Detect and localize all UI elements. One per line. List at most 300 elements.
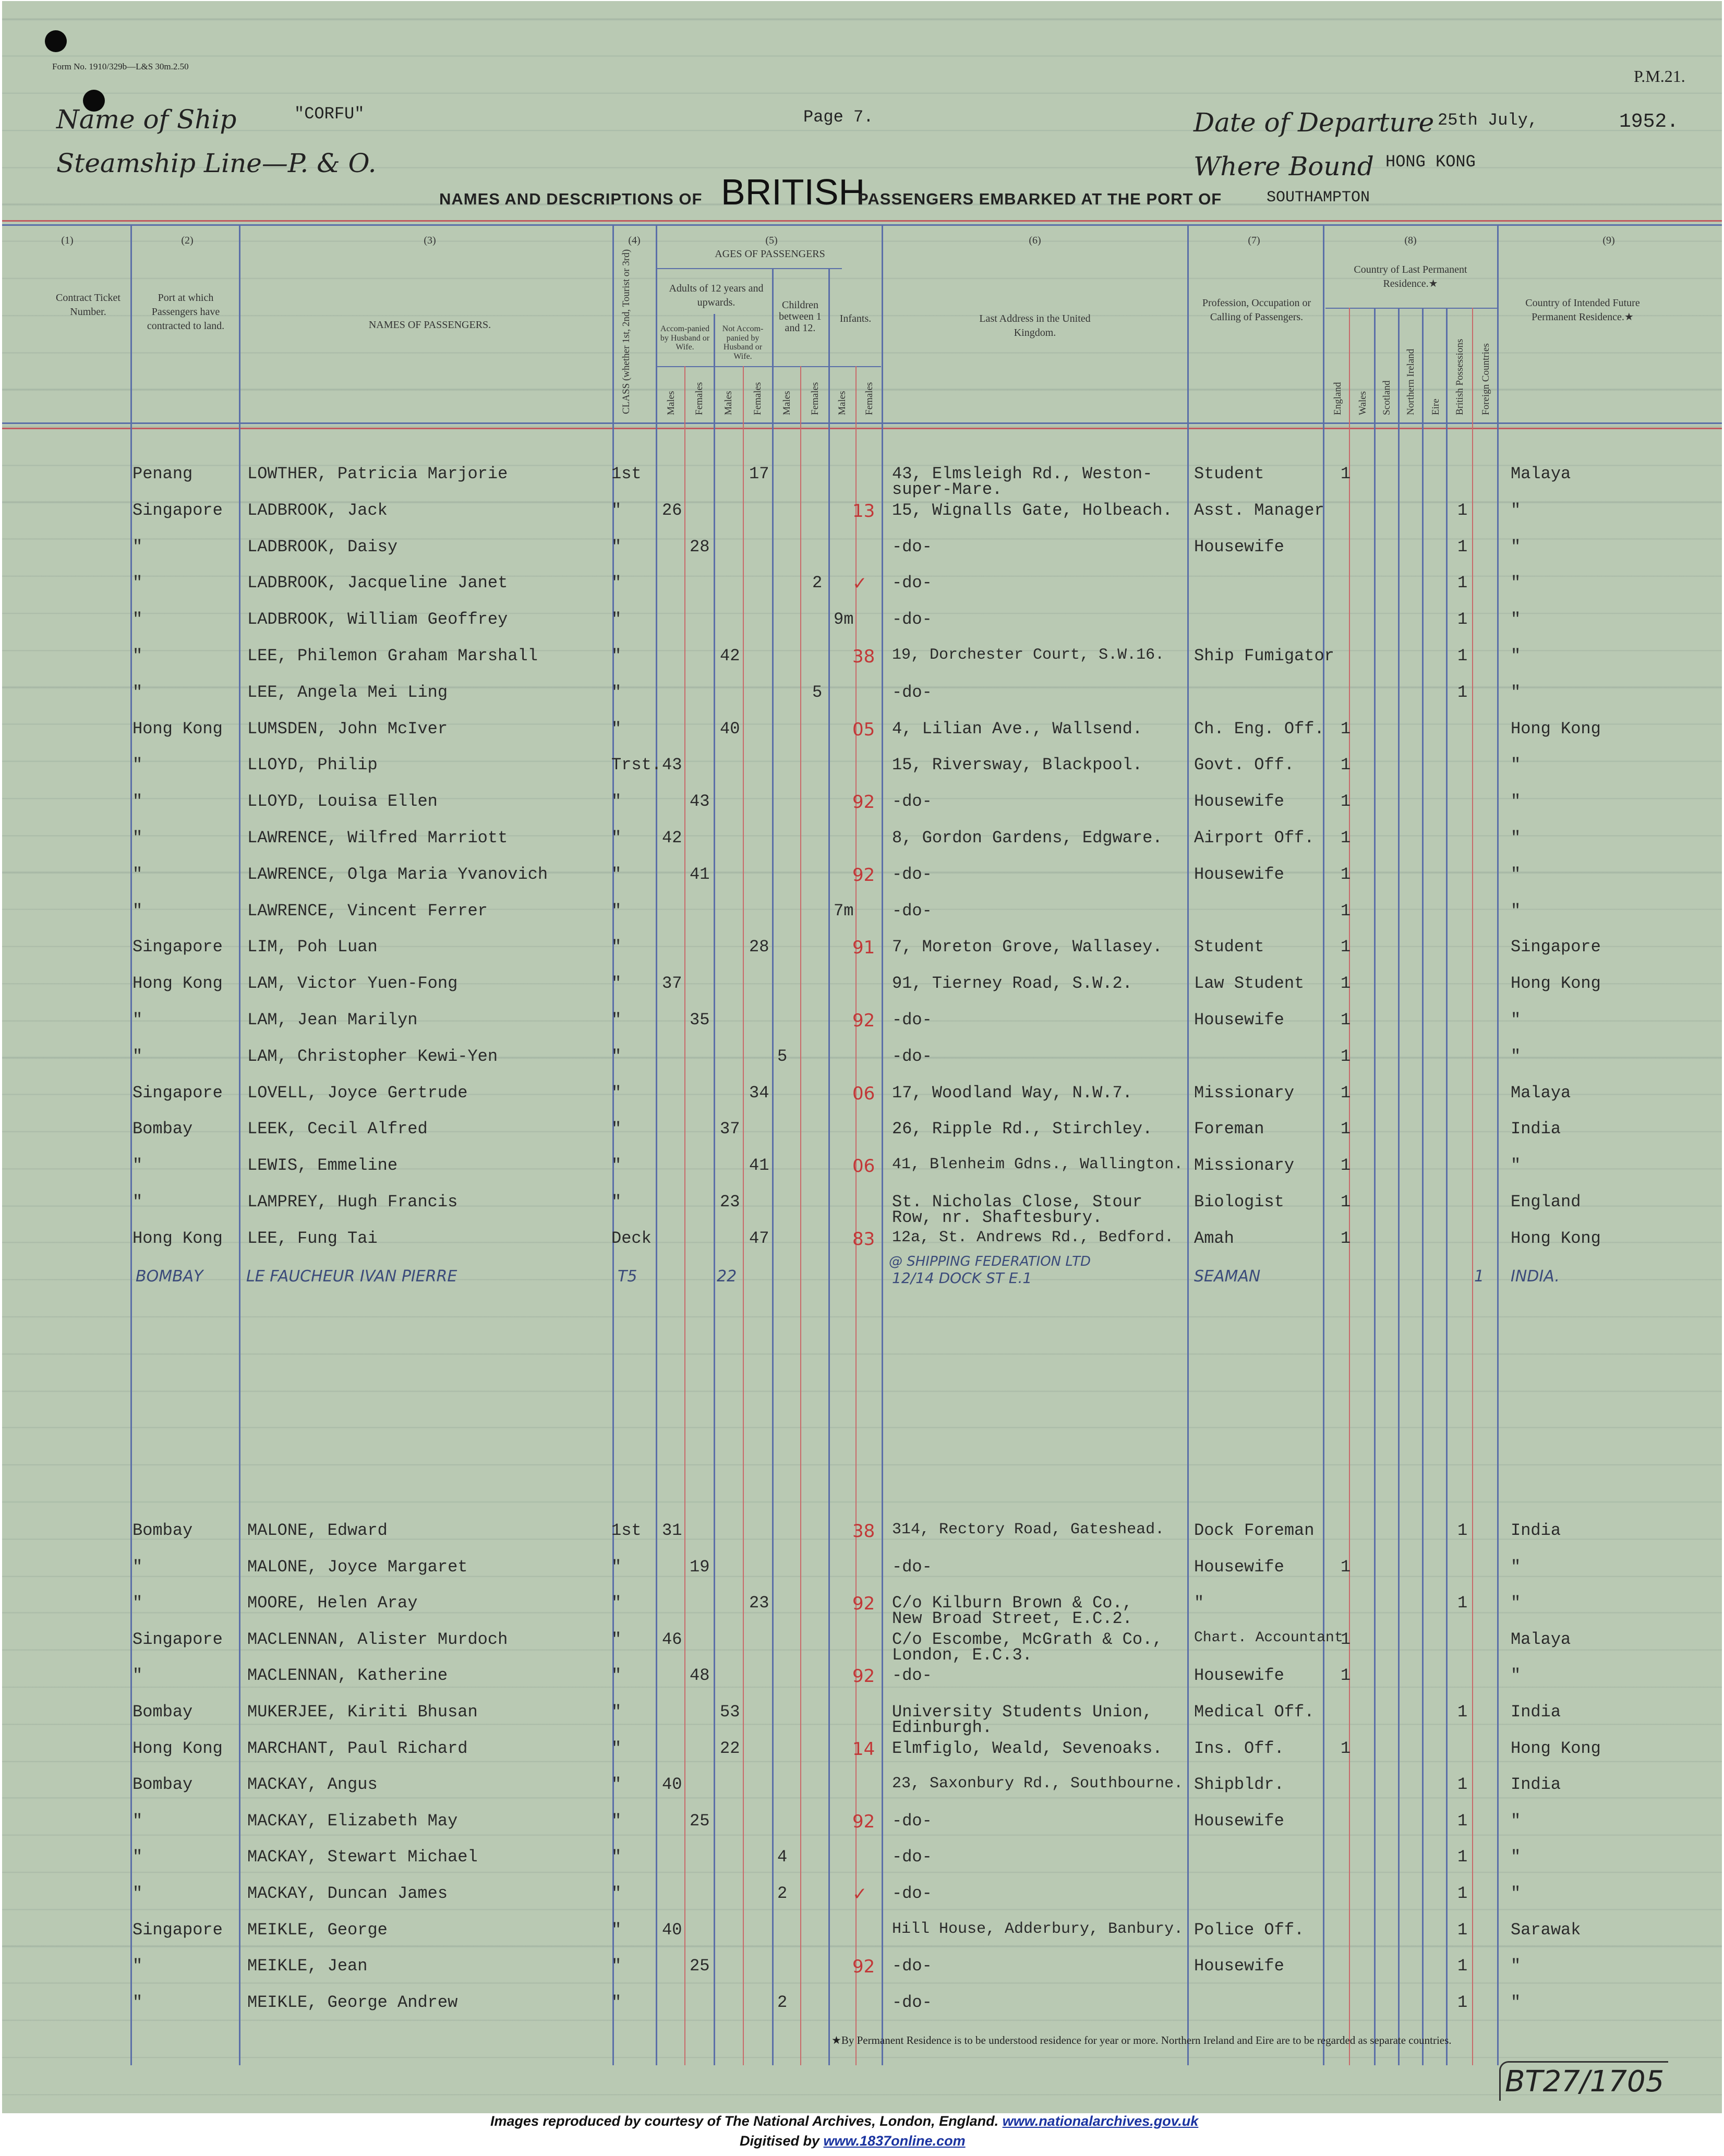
passenger-name: LEEK, Cecil Alfred bbox=[247, 1119, 428, 1139]
audit-mark: 92 bbox=[852, 1811, 875, 1832]
age-cell: 34 bbox=[749, 1083, 769, 1103]
future-residence: Hong Kong bbox=[1511, 1228, 1601, 1248]
address-cell: 8, Gordon Gardens, Edgware. bbox=[892, 828, 1163, 847]
address-cell: -do- bbox=[892, 1811, 932, 1831]
class-cell: " bbox=[611, 1046, 622, 1066]
profession-cell: Chart. Accountant bbox=[1194, 1629, 1343, 1646]
passenger-row bbox=[2, 1152, 1722, 1183]
port-cell: " bbox=[132, 1847, 143, 1867]
header-rule bbox=[657, 268, 842, 269]
future-residence: " bbox=[1511, 1557, 1521, 1577]
age-cell: 22 bbox=[720, 1738, 740, 1758]
header-not-accompanied: Not Accom-panied by Husband or Wife. bbox=[722, 324, 764, 361]
residence-mark: 1 bbox=[1457, 573, 1468, 593]
address-cell: St. Nicholas Close, Stour bbox=[892, 1192, 1143, 1212]
age-cell: 2 bbox=[777, 1992, 788, 2012]
future-residence: " bbox=[1511, 755, 1521, 775]
address-cell: 15, Wignalls Gate, Holbeach. bbox=[892, 500, 1173, 520]
future-residence: India bbox=[1511, 1119, 1561, 1139]
header-rule bbox=[2, 428, 1722, 429]
passenger-row bbox=[2, 460, 1722, 499]
passenger-name: LADBROOK, Jack bbox=[247, 500, 388, 520]
title-right: PASSENGERS EMBARKED AT THE PORT OF bbox=[858, 190, 1222, 208]
passenger-name: MALONE, Joyce Margaret bbox=[247, 1557, 468, 1577]
passenger-row bbox=[2, 1043, 1722, 1074]
port-cell: Penang bbox=[132, 464, 193, 483]
address-cell: -do- bbox=[892, 537, 932, 556]
class-cell: " bbox=[611, 1192, 622, 1212]
address-cell: -do- bbox=[892, 1884, 932, 1903]
future-residence: India bbox=[1511, 1702, 1561, 1722]
profession-cell: Housewife bbox=[1194, 1956, 1284, 1976]
class-cell: " bbox=[611, 1847, 622, 1867]
age-cell: 2 bbox=[777, 1884, 788, 1903]
column-number: (9) bbox=[1602, 235, 1615, 246]
passenger-row bbox=[2, 1115, 1722, 1146]
address-cell-2: Edinburgh. bbox=[892, 1718, 993, 1737]
age-cell: 17 bbox=[749, 464, 769, 483]
future-residence: " bbox=[1511, 1956, 1521, 1976]
profession-cell: Missionary bbox=[1194, 1156, 1295, 1176]
header-females: Females bbox=[864, 382, 875, 415]
class-cell: " bbox=[611, 537, 622, 556]
class-cell: " bbox=[611, 864, 622, 884]
age-cell: 5 bbox=[812, 682, 823, 702]
port-cell: " bbox=[132, 610, 143, 629]
passenger-row bbox=[2, 1952, 1722, 1983]
passenger-name: LOVELL, Joyce Gertrude bbox=[247, 1083, 468, 1103]
header-males: Males bbox=[666, 391, 677, 415]
passenger-name: LEE, Philemon Graham Marshall bbox=[247, 646, 538, 665]
header-rule bbox=[2, 224, 1722, 226]
passenger-name: LAWRENCE, Vincent Ferrer bbox=[247, 901, 488, 920]
header-country-future: Country of Intended Future Permanent Residence.★ bbox=[1525, 297, 1640, 323]
residence-mark: 1 bbox=[1457, 1920, 1468, 1940]
column-number: (8) bbox=[1404, 235, 1417, 246]
future-residence: " bbox=[1511, 1992, 1521, 2012]
age-cell: 46 bbox=[662, 1629, 682, 1649]
class-cell: " bbox=[611, 937, 622, 957]
class-cell: " bbox=[611, 828, 622, 847]
port-cell: Hong Kong bbox=[132, 1738, 223, 1758]
header-females: Females bbox=[810, 382, 821, 415]
column-number: (4) bbox=[628, 235, 641, 246]
port-cell: " bbox=[132, 901, 143, 920]
passenger-name: MACKAY, Elizabeth May bbox=[247, 1811, 458, 1831]
class-cell: " bbox=[611, 1557, 622, 1577]
audit-mark: 92 bbox=[852, 1593, 875, 1615]
future-residence: " bbox=[1511, 1811, 1521, 1831]
passenger-row bbox=[2, 1880, 1722, 1911]
port-cell: " bbox=[132, 755, 143, 775]
future-residence: " bbox=[1511, 864, 1521, 884]
port-cell: " bbox=[132, 573, 143, 593]
header-british-possessions: British Possessions bbox=[1454, 338, 1465, 415]
address-cell: 26, Ripple Rd., Stirchley. bbox=[892, 1119, 1153, 1139]
passenger-name: MUKERJEE, Kiriti Bhusan bbox=[247, 1702, 478, 1722]
passenger-name: MALONE, Edward bbox=[247, 1521, 388, 1540]
address-cell: 41, Blenheim Gdns., Wallington. bbox=[892, 1156, 1184, 1174]
residence-mark: 1 bbox=[1457, 646, 1468, 665]
class-cell: " bbox=[611, 573, 622, 593]
audit-mark: 13 bbox=[852, 500, 875, 522]
port-cell: Singapore bbox=[132, 1083, 223, 1103]
column-number: (6) bbox=[1029, 235, 1041, 246]
profession-cell: Ins. Off. bbox=[1194, 1738, 1284, 1758]
header-england: England bbox=[1332, 382, 1343, 415]
address-cell: 17, Woodland Way, N.W.7. bbox=[892, 1083, 1132, 1103]
pencil-name: LE FAUCHEUR IVAN PIERRE bbox=[246, 1267, 457, 1286]
address-cell: Elmfiglo, Weald, Sevenoaks. bbox=[892, 1738, 1163, 1758]
form-code: P.M.21. bbox=[1634, 67, 1685, 86]
age-cell: 4 bbox=[777, 1847, 788, 1867]
address-cell: -do- bbox=[892, 1666, 932, 1686]
address-cell: -do- bbox=[892, 682, 932, 702]
address-cell-2: Row, nr. Shaftesbury. bbox=[892, 1208, 1103, 1227]
passenger-name: MARCHANT, Paul Richard bbox=[247, 1738, 468, 1758]
port-cell: Singapore bbox=[132, 937, 223, 957]
passenger-row bbox=[2, 496, 1722, 528]
class-cell: " bbox=[611, 1992, 622, 2012]
class-cell: " bbox=[611, 1156, 622, 1176]
passenger-name: MEIKLE, Jean bbox=[247, 1956, 368, 1976]
residence-mark: 1 bbox=[1457, 610, 1468, 629]
address-cell: -do- bbox=[892, 610, 932, 629]
audit-mark: 92 bbox=[852, 1666, 875, 1687]
header-last-address: Last Address in the United Kingdom. bbox=[979, 313, 1091, 338]
column-number: (7) bbox=[1248, 235, 1260, 246]
residence-mark: 1 bbox=[1341, 974, 1351, 994]
profession-cell: Dock Foreman bbox=[1194, 1521, 1315, 1540]
header-wales: Wales bbox=[1357, 391, 1368, 415]
address-cell: 23, Saxonbury Rd., Southbourne. bbox=[892, 1775, 1184, 1793]
residence-mark: 1 bbox=[1341, 1046, 1351, 1066]
port-cell: Singapore bbox=[132, 1920, 223, 1940]
future-residence: " bbox=[1511, 500, 1521, 520]
audit-mark: 14 bbox=[852, 1738, 875, 1760]
class-cell: " bbox=[611, 1884, 622, 1903]
age-cell: 42 bbox=[662, 828, 682, 847]
passenger-row bbox=[2, 933, 1722, 964]
title-left: NAMES AND DESCRIPTIONS OF bbox=[439, 190, 703, 208]
residence-mark: 1 bbox=[1457, 1811, 1468, 1831]
residence-mark: 1 bbox=[1341, 937, 1351, 957]
port-cell: " bbox=[132, 1046, 143, 1066]
profession-cell: Biologist bbox=[1194, 1192, 1284, 1212]
port-cell: " bbox=[132, 1992, 143, 2012]
passenger-name: MEIKLE, George Andrew bbox=[247, 1992, 458, 2012]
address-cell: -do- bbox=[892, 1992, 932, 2012]
age-cell: 43 bbox=[690, 792, 710, 811]
future-residence: Malaya bbox=[1511, 1083, 1571, 1103]
port-cell: Bombay bbox=[132, 1119, 193, 1139]
future-residence: India bbox=[1511, 1521, 1561, 1540]
audit-mark: 06 bbox=[852, 1156, 875, 1177]
header-northern-ireland: Northern Ireland bbox=[1405, 348, 1416, 415]
address-cell: -do- bbox=[892, 1956, 932, 1976]
address-cell: -do- bbox=[892, 864, 932, 884]
residence-mark: 1 bbox=[1457, 1593, 1468, 1613]
port-cell: " bbox=[132, 682, 143, 702]
age-cell: 7m bbox=[834, 901, 854, 920]
class-cell: " bbox=[611, 1666, 622, 1686]
passenger-row bbox=[2, 1589, 1722, 1629]
passenger-name: LAM, Christopher Kewi-Yen bbox=[247, 1046, 498, 1066]
port-cell: " bbox=[132, 1593, 143, 1613]
residence-mark: 1 bbox=[1341, 828, 1351, 847]
age-cell: 23 bbox=[720, 1192, 740, 1212]
port-cell: " bbox=[132, 1010, 143, 1029]
address-cell: -do- bbox=[892, 1847, 932, 1867]
passenger-row bbox=[2, 1626, 1722, 1665]
profession-cell: Student bbox=[1194, 937, 1264, 957]
port-cell: " bbox=[132, 1811, 143, 1831]
residence-mark: 1 bbox=[1341, 755, 1351, 775]
age-cell: 19 bbox=[690, 1557, 710, 1577]
class-cell: " bbox=[611, 610, 622, 629]
age-cell: 5 bbox=[777, 1046, 788, 1066]
address-cell: -do- bbox=[892, 1046, 932, 1066]
class-cell: " bbox=[611, 901, 622, 920]
passenger-row bbox=[2, 1006, 1722, 1037]
bound-label: Where Bound bbox=[1193, 151, 1374, 181]
header-children: Children between 1 and 12. bbox=[779, 299, 822, 334]
passenger-name: MEIKLE, George bbox=[247, 1920, 388, 1940]
age-cell: 31 bbox=[662, 1521, 682, 1540]
passenger-row bbox=[2, 605, 1722, 637]
future-residence: " bbox=[1511, 1046, 1521, 1066]
header-females: Females bbox=[694, 382, 705, 415]
age-cell: 25 bbox=[690, 1811, 710, 1831]
passenger-name: MACKAY, Duncan James bbox=[247, 1884, 448, 1903]
residence-mark: 1 bbox=[1341, 1119, 1351, 1139]
class-cell: " bbox=[611, 1119, 622, 1139]
header-rule bbox=[2, 422, 1722, 424]
header-males: Males bbox=[723, 391, 734, 415]
residence-mark: 1 bbox=[1457, 682, 1468, 702]
audit-mark: 38 bbox=[852, 1521, 875, 1542]
ship-name: "CORFU" bbox=[294, 104, 365, 124]
passenger-row bbox=[2, 897, 1722, 928]
age-cell: 35 bbox=[690, 1010, 710, 1029]
pencil-age: 22 bbox=[717, 1267, 737, 1286]
residence-mark: 1 bbox=[1457, 1884, 1468, 1903]
address-cell: 19, Dorchester Court, S.W.16. bbox=[892, 646, 1165, 664]
passenger-name: LAWRENCE, Olga Maria Yvanovich bbox=[247, 864, 548, 884]
profession-cell: Housewife bbox=[1194, 1811, 1284, 1831]
passenger-row bbox=[2, 1916, 1722, 1947]
form-number: Form No. 1910/329b—L&S 30m.2.50 bbox=[52, 62, 189, 71]
class-cell: " bbox=[611, 792, 622, 811]
future-residence: Singapore bbox=[1511, 937, 1601, 957]
passenger-row bbox=[2, 1517, 1722, 1548]
embark-port: SOUTHAMPTON bbox=[1267, 189, 1370, 207]
address-cell: -do- bbox=[892, 901, 932, 920]
age-cell: 40 bbox=[720, 719, 740, 738]
port-cell: " bbox=[132, 864, 143, 884]
passenger-row bbox=[2, 1079, 1722, 1110]
address-cell-2: New Broad Street, E.C.2. bbox=[892, 1609, 1132, 1629]
audit-mark: 83 bbox=[852, 1228, 875, 1250]
passenger-name: LAWRENCE, Wilfred Marriott bbox=[247, 828, 508, 847]
age-cell: 9m bbox=[834, 610, 854, 629]
port-cell: Singapore bbox=[132, 500, 223, 520]
future-residence: " bbox=[1511, 573, 1521, 593]
future-residence: Malaya bbox=[1511, 1629, 1571, 1649]
age-cell: 2 bbox=[812, 573, 823, 593]
profession-cell: Govt. Off. bbox=[1194, 755, 1295, 775]
column-number: (3) bbox=[424, 235, 436, 246]
pencil-address: @ SHIPPING FEDERATION LTD bbox=[889, 1254, 1091, 1269]
passenger-row bbox=[2, 861, 1722, 892]
passenger-row bbox=[2, 970, 1722, 1001]
future-residence: " bbox=[1511, 901, 1521, 920]
ship-label: Name of Ship bbox=[56, 104, 237, 135]
residence-mark: 1 bbox=[1341, 464, 1351, 483]
residence-mark: 1 bbox=[1457, 537, 1468, 556]
port-cell: Singapore bbox=[132, 1629, 223, 1649]
address-cell: 43, Elmsleigh Rd., Weston- bbox=[892, 464, 1153, 483]
future-residence: " bbox=[1511, 1884, 1521, 1903]
port-cell: " bbox=[132, 1956, 143, 1976]
passenger-name: MACKAY, Angus bbox=[247, 1775, 378, 1795]
pencil-future: INDIA. bbox=[1511, 1267, 1560, 1286]
class-cell: " bbox=[611, 1010, 622, 1029]
address-cell: 12a, St. Andrews Rd., Bedford. bbox=[892, 1228, 1174, 1246]
port-cell: " bbox=[132, 537, 143, 556]
address-cell: University Students Union, bbox=[892, 1702, 1153, 1722]
age-cell: 26 bbox=[662, 500, 682, 520]
age-cell: 28 bbox=[690, 537, 710, 556]
profession-cell: Missionary bbox=[1194, 1083, 1295, 1103]
pencil-port: BOMBAY bbox=[136, 1267, 203, 1286]
header-contract: Contract Ticket Number. bbox=[56, 292, 120, 318]
profession-cell: Amah bbox=[1194, 1228, 1234, 1248]
address-cell: C/o Escombe, McGrath & Co., bbox=[892, 1629, 1163, 1649]
future-residence: Sarawak bbox=[1511, 1920, 1581, 1940]
age-cell: 41 bbox=[749, 1156, 769, 1176]
passenger-name: LADBROOK, William Geoffrey bbox=[247, 610, 508, 629]
profession-cell: Ship Fumigator bbox=[1194, 646, 1334, 665]
port-cell: " bbox=[132, 1557, 143, 1577]
address-cell: C/o Kilburn Brown & Co., bbox=[892, 1593, 1132, 1613]
passenger-row bbox=[2, 1188, 1722, 1227]
pencil-address-2: 12/14 DOCK ST E.1 bbox=[892, 1269, 1032, 1287]
profession-cell: Medical Off. bbox=[1194, 1702, 1315, 1722]
class-cell: " bbox=[611, 1811, 622, 1831]
address-cell: -do- bbox=[892, 1557, 932, 1577]
passenger-row bbox=[2, 1662, 1722, 1693]
archives-link[interactable]: www.nationalarchives.gov.uk bbox=[1002, 2113, 1199, 2129]
future-residence: England bbox=[1511, 1192, 1581, 1212]
profession-cell: Police Off. bbox=[1194, 1920, 1305, 1940]
future-residence: " bbox=[1511, 792, 1521, 811]
passenger-name: LADBROOK, Daisy bbox=[247, 537, 398, 556]
future-residence: Hong Kong bbox=[1511, 719, 1601, 738]
passenger-row bbox=[2, 1807, 1722, 1838]
passenger-row bbox=[2, 642, 1722, 673]
digitised-text: Digitised by bbox=[740, 2133, 820, 2149]
passenger-row bbox=[2, 715, 1722, 746]
passenger-row bbox=[2, 1698, 1722, 1737]
footnote: ★By Permanent Residence is to be understood residence for year or more. Northern Ireland and Eire are to be regarded as separate countries. bbox=[831, 2034, 1452, 2046]
future-residence: Hong Kong bbox=[1511, 1738, 1601, 1758]
future-residence: Malaya bbox=[1511, 464, 1571, 483]
profession-cell: " bbox=[1194, 1593, 1204, 1613]
class-cell: " bbox=[611, 1629, 622, 1649]
passenger-name: LOWTHER, Patricia Marjorie bbox=[247, 464, 508, 483]
pencil-profession: SEAMAN bbox=[1194, 1267, 1261, 1286]
address-cell: -do- bbox=[892, 573, 932, 593]
profession-cell: Asst. Manager bbox=[1194, 500, 1324, 520]
header-foreign-countries: Foreign Countries bbox=[1480, 343, 1491, 415]
header-port-land: Port at which Passengers have contracted to land. bbox=[147, 292, 225, 332]
passenger-row bbox=[2, 1225, 1722, 1256]
port-cell: " bbox=[132, 1192, 143, 1212]
passenger-row bbox=[2, 751, 1722, 782]
profession-cell: Housewife bbox=[1194, 1666, 1284, 1686]
passenger-name: LEWIS, Emmeline bbox=[247, 1156, 398, 1176]
passenger-row bbox=[2, 1553, 1722, 1584]
header-country-last: Country of Last Permanent Residence.★ bbox=[1354, 264, 1467, 289]
port-cell: Bombay bbox=[132, 1775, 193, 1795]
future-residence: " bbox=[1511, 682, 1521, 702]
profession-cell: Housewife bbox=[1194, 864, 1284, 884]
future-residence: " bbox=[1511, 1010, 1521, 1029]
passenger-row bbox=[2, 1735, 1722, 1766]
profession-cell: Housewife bbox=[1194, 1010, 1284, 1029]
age-cell: 37 bbox=[662, 974, 682, 994]
page-number: Page 7. bbox=[803, 107, 874, 127]
class-cell: Deck bbox=[611, 1228, 652, 1248]
passenger-name: LAM, Jean Marilyn bbox=[247, 1010, 418, 1029]
residence-mark: 1 bbox=[1457, 1775, 1468, 1795]
residence-mark: 1 bbox=[1341, 1228, 1351, 1248]
residence-mark: 1 bbox=[1341, 1557, 1351, 1577]
class-cell: 1st bbox=[611, 1521, 642, 1540]
residence-mark: 1 bbox=[1341, 1156, 1351, 1176]
audit-mark: 92 bbox=[852, 1956, 875, 1978]
age-cell: 40 bbox=[662, 1775, 682, 1795]
residence-mark: 1 bbox=[1341, 901, 1351, 920]
passenger-name: LEE, Angela Mei Ling bbox=[247, 682, 448, 702]
header-class: CLASS (whether 1st, 2nd, Tourist or 3rd) bbox=[621, 249, 632, 414]
audit-mark: 06 bbox=[852, 1083, 875, 1104]
class-cell: " bbox=[611, 1083, 622, 1103]
port-cell: " bbox=[132, 1666, 143, 1686]
passenger-name: MACLENNAN, Alister Murdoch bbox=[247, 1629, 508, 1649]
residence-mark: 1 bbox=[1457, 1521, 1468, 1540]
punch-hole-icon bbox=[45, 30, 67, 52]
passenger-row bbox=[2, 533, 1722, 564]
age-cell: 48 bbox=[690, 1666, 710, 1686]
port-cell: " bbox=[132, 646, 143, 665]
port-cell: " bbox=[132, 828, 143, 847]
passenger-name: MACKAY, Stewart Michael bbox=[247, 1847, 478, 1867]
steamship-line: Steamship Line—P. & O. bbox=[56, 148, 377, 178]
class-cell: " bbox=[611, 646, 622, 665]
passenger-row bbox=[2, 788, 1722, 819]
address-cell: -do- bbox=[892, 1010, 932, 1029]
online-link[interactable]: www.1837online.com bbox=[823, 2133, 966, 2149]
passenger-name: LLOYD, Philip bbox=[247, 755, 378, 775]
class-cell: " bbox=[611, 1738, 622, 1758]
pencil-residence: 1 bbox=[1474, 1267, 1485, 1286]
residence-mark: 1 bbox=[1341, 1083, 1351, 1103]
port-cell: " bbox=[132, 792, 143, 811]
passenger-name: LAMPREY, Hugh Francis bbox=[247, 1192, 458, 1212]
address-cell: 91, Tierney Road, S.W.2. bbox=[892, 974, 1132, 994]
